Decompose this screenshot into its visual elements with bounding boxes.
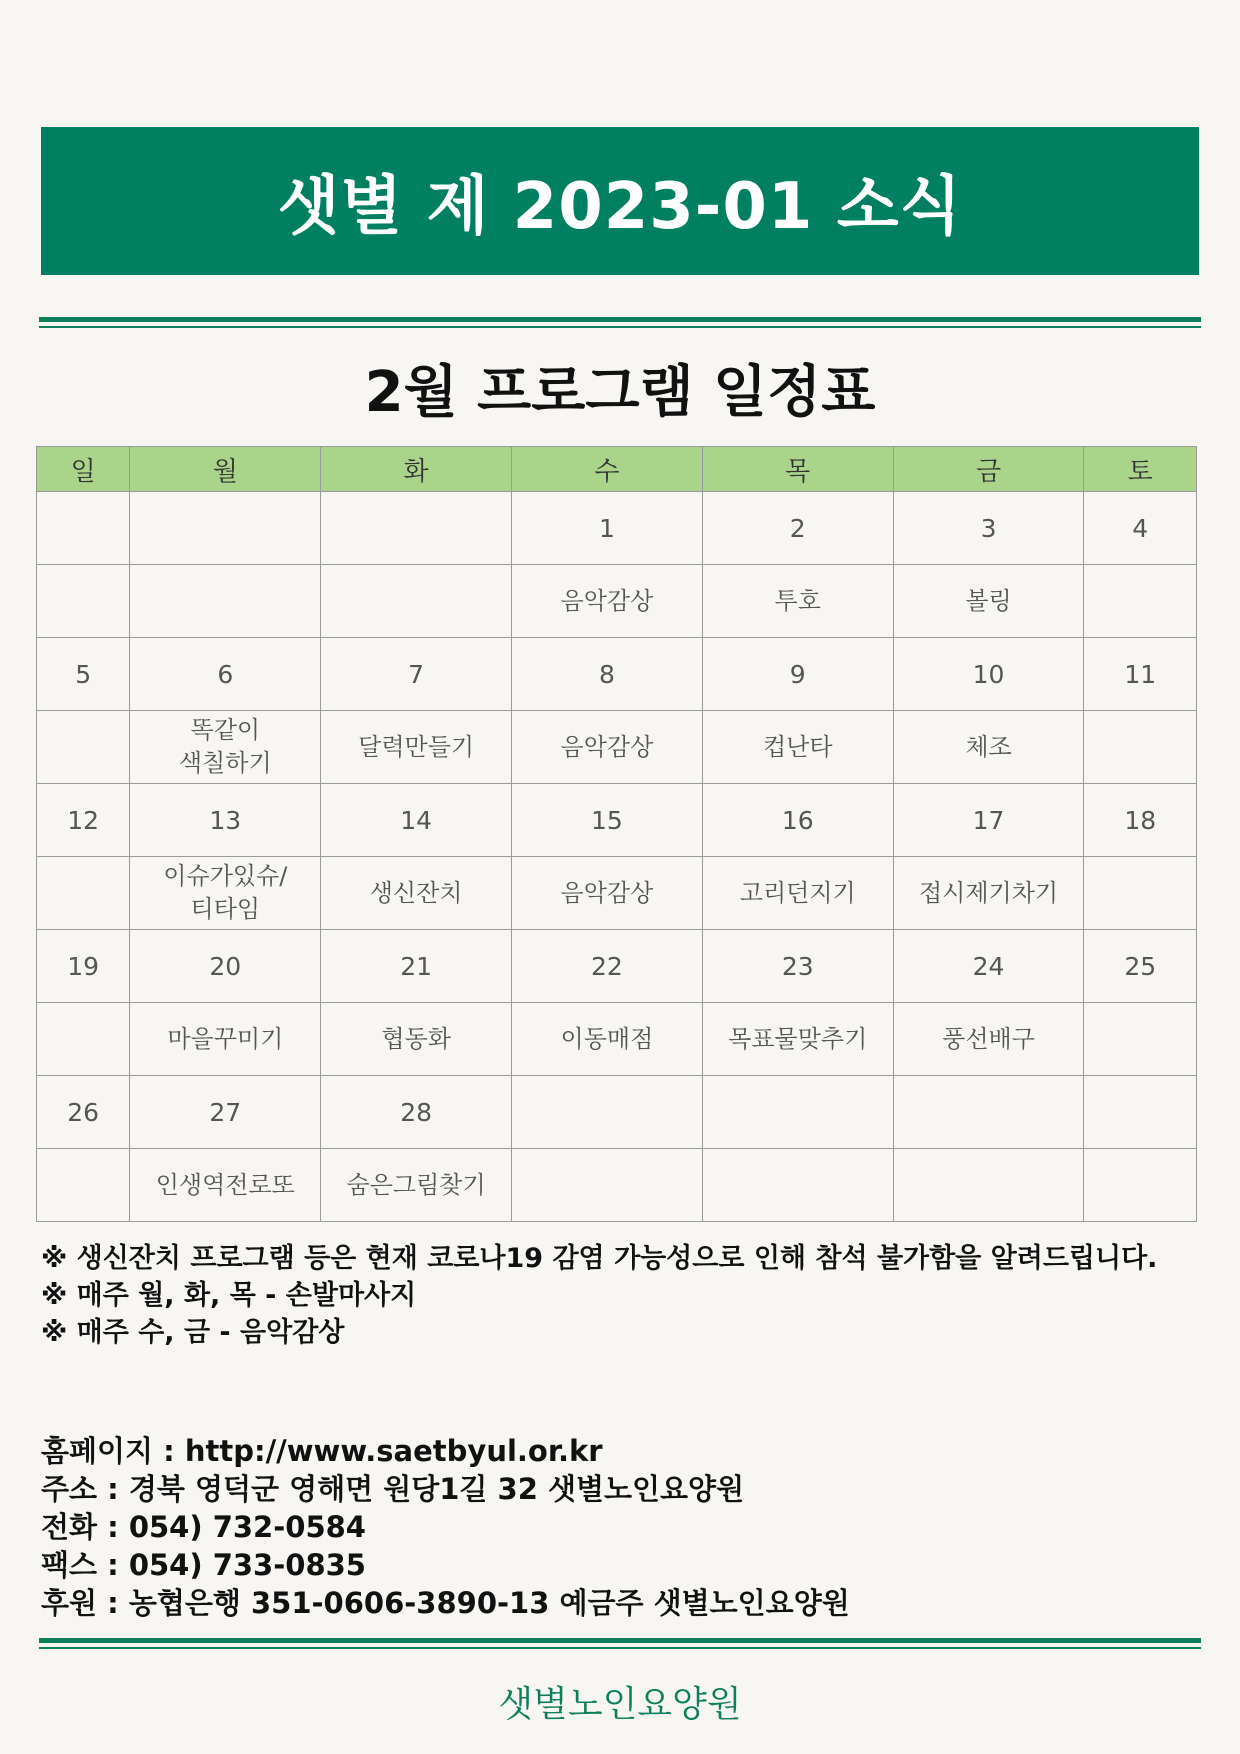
calendar-program-cell bbox=[702, 1149, 893, 1222]
contact-phone: 전화 : 054) 732-0584 bbox=[41, 1510, 366, 1544]
calendar-program-cell: 협동화 bbox=[321, 1003, 512, 1076]
top-divider bbox=[39, 317, 1201, 328]
calendar-date-cell: 18 bbox=[1084, 784, 1197, 857]
bottom-divider bbox=[39, 1638, 1201, 1649]
calendar-date-cell: 10 bbox=[893, 638, 1084, 711]
calendar-program-cell bbox=[37, 711, 130, 784]
calendar-date-cell: 6 bbox=[130, 638, 321, 711]
weekday-header: 토 bbox=[1084, 447, 1197, 492]
calendar-date-cell: 2 bbox=[702, 492, 893, 565]
calendar-program-cell: 컵난타 bbox=[702, 711, 893, 784]
calendar-program-cell: 고리던지기 bbox=[702, 857, 893, 930]
calendar-program-cell bbox=[37, 1003, 130, 1076]
calendar-program-cell: 달력만들기 bbox=[321, 711, 512, 784]
calendar-program-row bbox=[37, 857, 1197, 930]
banner-title: 샛별 제 2023-01 소식 bbox=[277, 170, 963, 244]
calendar-date-cell bbox=[321, 492, 512, 565]
weekday-header: 일 bbox=[37, 447, 130, 492]
calendar-program-cell: 음악감상 bbox=[512, 857, 703, 930]
calendar-program-cell bbox=[1084, 711, 1197, 784]
calendar-program-cell bbox=[1084, 1003, 1197, 1076]
calendar-date-cell: 13 bbox=[130, 784, 321, 857]
calendar-program-cell: 볼링 bbox=[893, 565, 1084, 638]
calendar-program-cell: 이동매점 bbox=[512, 1003, 703, 1076]
calendar-program-cell: 풍선배구 bbox=[893, 1003, 1084, 1076]
calendar-date-cell: 4 bbox=[1084, 492, 1197, 565]
calendar-date-cell: 7 bbox=[321, 638, 512, 711]
calendar-date-cell: 11 bbox=[1084, 638, 1197, 711]
calendar-date-cell: 20 bbox=[130, 930, 321, 1003]
contact-info bbox=[41, 1432, 850, 1622]
calendar-program-cell bbox=[1084, 565, 1197, 638]
weekday-header: 목 bbox=[702, 447, 893, 492]
calendar-program-cell: 인생역전로또 bbox=[130, 1149, 321, 1222]
calendar-date-cell: 23 bbox=[702, 930, 893, 1003]
calendar-program-cell: 체조 bbox=[893, 711, 1084, 784]
calendar-program-cell bbox=[893, 1149, 1084, 1222]
calendar-date-cell: 3 bbox=[893, 492, 1084, 565]
calendar-program-cell: 음악감상 bbox=[512, 565, 703, 638]
calendar-date-cell: 19 bbox=[37, 930, 130, 1003]
calendar-date-row bbox=[37, 492, 1197, 565]
calendar-date-row bbox=[37, 1076, 1197, 1149]
contact-homepage: 홈페이지 : http://www.saetbyul.or.kr bbox=[41, 1434, 603, 1468]
top-divider-thick bbox=[39, 317, 1201, 322]
calendar-program-cell bbox=[37, 857, 130, 930]
calendar-date-cell: 8 bbox=[512, 638, 703, 711]
calendar-program-row bbox=[37, 1003, 1197, 1076]
calendar-program-cell bbox=[37, 1149, 130, 1222]
calendar-program-cell bbox=[37, 565, 130, 638]
calendar-header-row bbox=[37, 447, 1197, 492]
calendar-date-cell bbox=[1084, 1076, 1197, 1149]
calendar-date-cell: 27 bbox=[130, 1076, 321, 1149]
notice-section bbox=[41, 1240, 1157, 1351]
calendar-date-cell bbox=[702, 1076, 893, 1149]
calendar-program-row bbox=[37, 711, 1197, 784]
calendar-date-cell: 9 bbox=[702, 638, 893, 711]
schedule-calendar bbox=[36, 446, 1197, 1222]
contact-address: 주소 : 경북 영덕군 영해면 원당1길 32 샛별노인요양원 bbox=[41, 1472, 745, 1506]
calendar-program-cell bbox=[512, 1149, 703, 1222]
calendar-date-row bbox=[37, 930, 1197, 1003]
title-banner bbox=[41, 127, 1199, 275]
top-divider-thin bbox=[39, 326, 1201, 328]
bottom-divider-thick bbox=[39, 1638, 1201, 1643]
calendar-date-row bbox=[37, 784, 1197, 857]
notice-line: ※ 매주 수, 금 - 음악감상 bbox=[41, 1317, 345, 1348]
calendar-date-cell bbox=[130, 492, 321, 565]
weekday-header: 금 bbox=[893, 447, 1084, 492]
calendar-program-cell: 목표물맞추기 bbox=[702, 1003, 893, 1076]
calendar-date-cell bbox=[893, 1076, 1084, 1149]
calendar-program-cell bbox=[321, 565, 512, 638]
calendar-date-cell: 25 bbox=[1084, 930, 1197, 1003]
weekday-header: 수 bbox=[512, 447, 703, 492]
calendar-date-cell: 14 bbox=[321, 784, 512, 857]
calendar-program-cell bbox=[130, 565, 321, 638]
weekday-header: 월 bbox=[130, 447, 321, 492]
calendar-date-cell bbox=[37, 492, 130, 565]
bottom-divider-thin bbox=[39, 1647, 1201, 1649]
footer-org-name: 샛별노인요양원 bbox=[498, 1684, 742, 1725]
calendar-program-cell: 생신잔치 bbox=[321, 857, 512, 930]
calendar-program-cell: 이슈가있슈/ 티타임 bbox=[130, 857, 321, 930]
calendar-date-cell: 21 bbox=[321, 930, 512, 1003]
calendar-program-cell bbox=[1084, 857, 1197, 930]
contact-fax: 팩스 : 054) 733-0835 bbox=[41, 1548, 366, 1582]
calendar-date-cell: 22 bbox=[512, 930, 703, 1003]
calendar-date-cell bbox=[512, 1076, 703, 1149]
calendar-program-cell: 숨은그림찾기 bbox=[321, 1149, 512, 1222]
calendar-date-row bbox=[37, 638, 1197, 711]
contact-sponsor: 후원 : 농협은행 351-0606-3890-13 예금주 샛별노인요양원 bbox=[41, 1586, 850, 1620]
calendar-date-cell: 24 bbox=[893, 930, 1084, 1003]
calendar-program-row bbox=[37, 1149, 1197, 1222]
calendar-program-cell: 음악감상 bbox=[512, 711, 703, 784]
notice-line: ※ 생신잔치 프로그램 등은 현재 코로나19 감염 가능성으로 인해 참석 불가함을 알려드립니다. bbox=[41, 1243, 1158, 1274]
calendar-date-cell: 5 bbox=[37, 638, 130, 711]
calendar-date-cell: 12 bbox=[37, 784, 130, 857]
calendar-program-cell bbox=[1084, 1149, 1197, 1222]
calendar-program-cell: 똑같이 색칠하기 bbox=[130, 711, 321, 784]
notice-line: ※ 매주 월, 화, 목 - 손발마사지 bbox=[41, 1280, 417, 1311]
calendar-date-cell: 16 bbox=[702, 784, 893, 857]
calendar-body bbox=[37, 492, 1197, 1222]
calendar-date-cell: 26 bbox=[37, 1076, 130, 1149]
calendar-program-row bbox=[37, 565, 1197, 638]
calendar-program-cell: 접시제기차기 bbox=[893, 857, 1084, 930]
calendar-date-cell: 1 bbox=[512, 492, 703, 565]
calendar-program-cell: 마을꾸미기 bbox=[130, 1003, 321, 1076]
calendar-date-cell: 17 bbox=[893, 784, 1084, 857]
weekday-header: 화 bbox=[321, 447, 512, 492]
schedule-title: 2월 프로그램 일정표 bbox=[364, 360, 876, 425]
calendar-program-cell: 투호 bbox=[702, 565, 893, 638]
calendar-date-cell: 15 bbox=[512, 784, 703, 857]
calendar-date-cell: 28 bbox=[321, 1076, 512, 1149]
